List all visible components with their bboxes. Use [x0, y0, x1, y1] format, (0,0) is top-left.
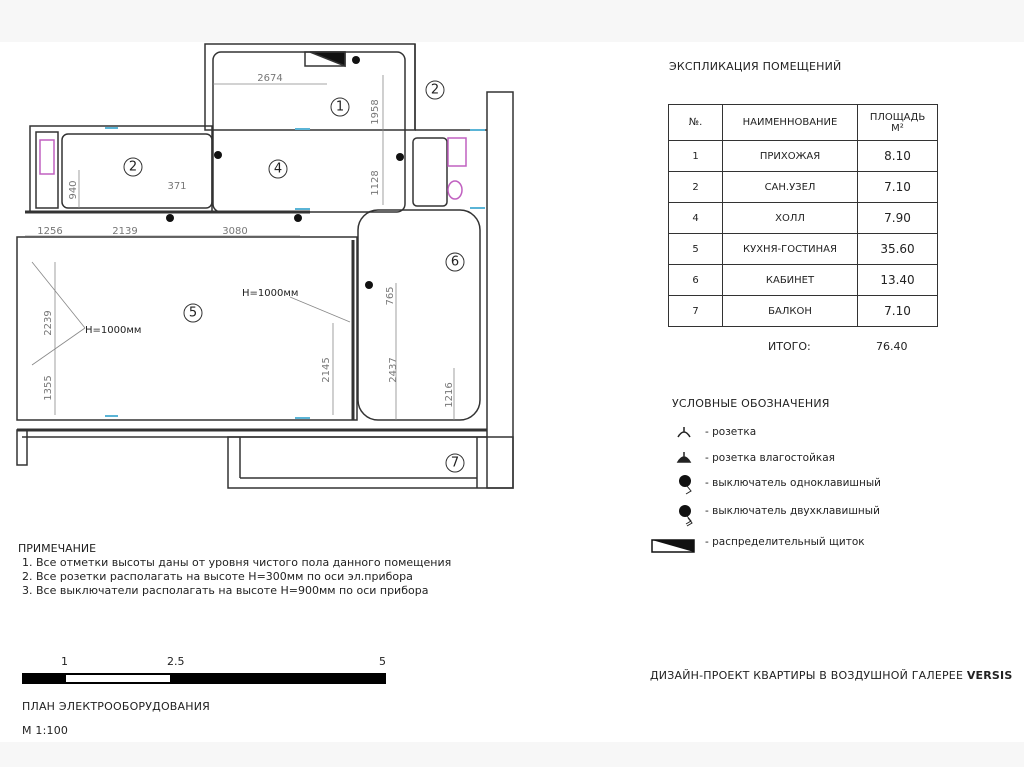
switches [166, 56, 404, 289]
total-label: ИТОГО: [768, 340, 811, 353]
plan-scale: М 1:100 [22, 724, 69, 737]
height-note: H=1000мм [242, 288, 299, 299]
walls [17, 44, 513, 488]
explication-table [668, 104, 938, 327]
scale-bar [22, 673, 386, 684]
header-area: ПЛОЩАДЬ М² [858, 105, 938, 141]
table-row: 4 ХОЛЛ 7.90 [669, 203, 938, 234]
dimension: 940 [68, 180, 79, 200]
legend-label: - распределительный щиток [705, 536, 865, 548]
legend-label: - выключатель одноклавишный [705, 477, 882, 489]
table-row: 6 КАБИНЕТ 13.40 [669, 265, 938, 296]
project-title: ДИЗАЙН-ПРОЕКТ КВАРТИРЫ В ВОЗДУШНОЙ ГАЛЕРЕЕ VERSIS [650, 669, 1013, 682]
windows [105, 128, 485, 418]
scale-label: 1 [61, 655, 68, 668]
dimension: 765 [385, 286, 396, 306]
table-header [669, 105, 938, 141]
dimension: 1958 [370, 99, 381, 125]
room-label: 7 [450, 455, 460, 471]
height-note: H=1000мм [85, 325, 142, 336]
scale-label: 5 [379, 655, 386, 668]
dimension: 371 [167, 181, 187, 192]
scale-bar-segment [66, 675, 170, 682]
dimension: 1128 [370, 170, 381, 196]
waterproof-socket-icon [676, 450, 692, 464]
explication-title: ЭКСПЛИКАЦИЯ ПОМЕЩЕНИЙ [669, 60, 842, 73]
note-item: 1. Все отметки высоты даны от уровня чистого пола данного помещения [22, 556, 452, 569]
room-label: 2 [128, 159, 138, 175]
dimension: 1355 [43, 375, 54, 401]
dimension: 3080 [222, 226, 248, 237]
dimension: 2239 [43, 310, 54, 336]
single-switch-icon [678, 474, 696, 496]
dimension: 2139 [112, 226, 138, 237]
room-label: 5 [188, 305, 198, 321]
table-row: 5 КУХНЯ-ГОСТИНАЯ 35.60 [669, 234, 938, 265]
total-value: 76.40 [876, 340, 908, 353]
scale-label: 2.5 [167, 655, 185, 668]
legend-label: - розетка влагостойкая [705, 452, 835, 464]
socket-icon [676, 425, 692, 439]
room-label: 2 [430, 82, 440, 98]
dimension: 2674 [257, 73, 283, 84]
room-label: 6 [450, 254, 460, 270]
dimension: 1216 [444, 382, 455, 408]
distribution-board-icon [651, 538, 695, 554]
fixtures [40, 138, 466, 199]
double-switch-icon [678, 504, 696, 528]
dimension: 2145 [321, 357, 332, 383]
note-item: 2. Все розетки располагать на высоте H=300мм по оси эл.прибора [22, 570, 413, 583]
plan-title: ПЛАН ЭЛЕКТРООБОРУДОВАНИЯ [22, 700, 211, 713]
legend-title: УСЛОВНЫЕ ОБОЗНАЧЕНИЯ [672, 397, 830, 410]
legend-label: - розетка [705, 426, 757, 438]
header-name: НАИМЕННОВАНИЕ [723, 105, 858, 141]
table-row: 1 ПРИХОЖАЯ 8.10 [669, 141, 938, 172]
dimension: 2437 [388, 357, 399, 383]
table-row: 7 БАЛКОН 7.10 [669, 296, 938, 327]
table-row: 2 САН.УЗЕЛ 7.10 [669, 172, 938, 203]
header-num: №. [669, 105, 723, 141]
room-label: 4 [273, 161, 283, 177]
room-label: 1 [335, 99, 345, 115]
notes-title: ПРИМЕЧАНИЕ [18, 542, 97, 555]
legend-label: - выключатель двухклавишный [705, 505, 880, 517]
dimension: 1256 [37, 226, 63, 237]
note-item: 3. Все выключатели располагать на высоте H=900мм по оси прибора [22, 584, 429, 597]
